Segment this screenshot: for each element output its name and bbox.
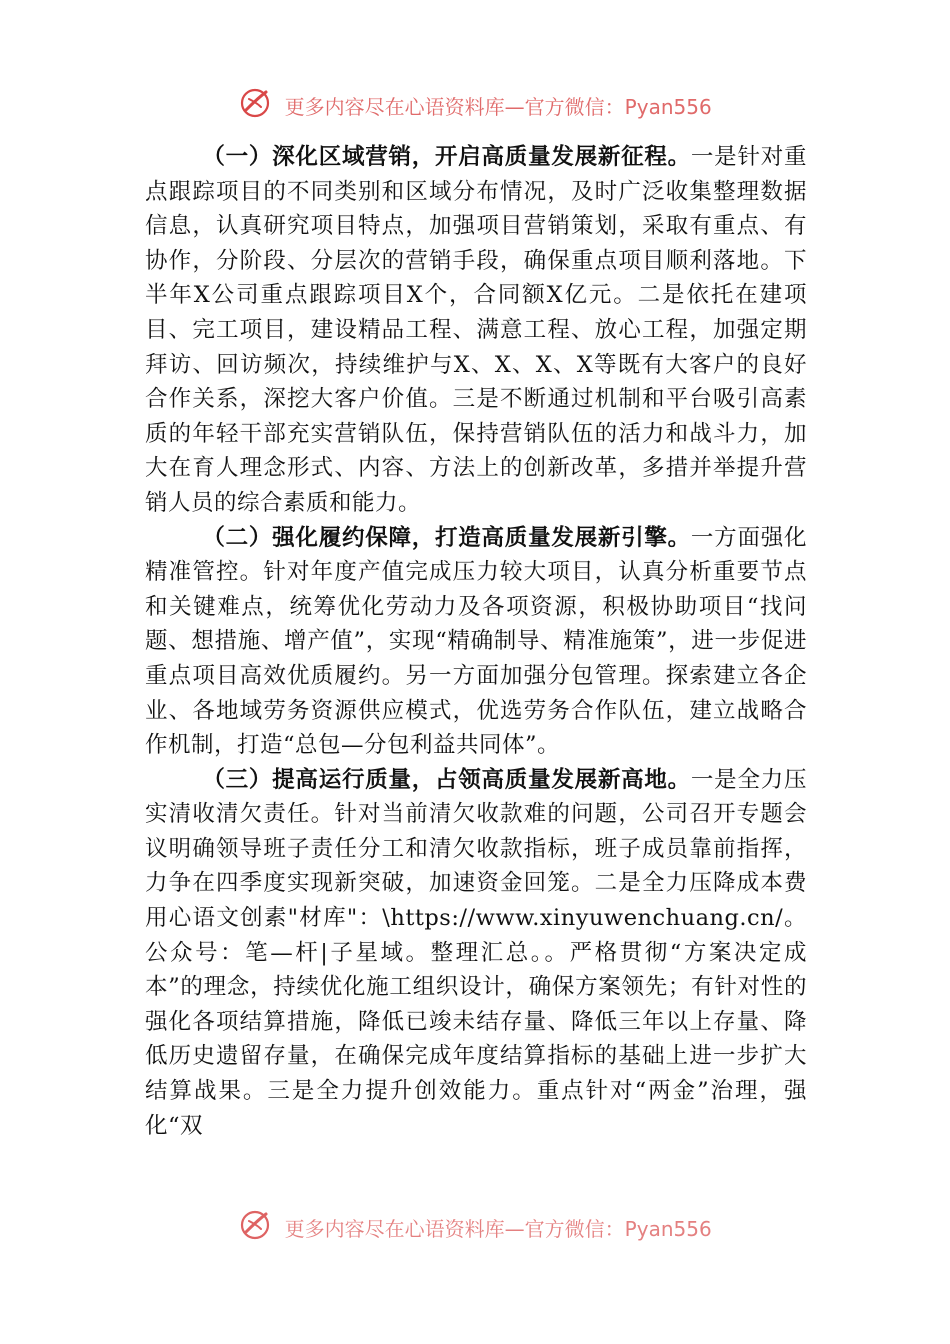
paragraph-3 [145, 763, 807, 1144]
section-heading-3: （三）提高运行质量，占领高质量发展新高地。 [202, 766, 691, 793]
section-heading-1: （一）深化区域营销，开启高质量发展新征程。 [202, 144, 691, 170]
paragraph-body-1: 一是针对重点跟踪项目的不同类别和区域分布情况，及时广泛收集整理数据信息，认真研究项目特点，加强项目营销策划，采取有重点、有协作，分阶段、分层次的营销手段，确保重点项目顺利落地。下半年X公司重点跟踪项目X个，合同额X亿元。二是依托在建项目、完工项目，建设精品工程、满意工程、放心工程，加强定期拜访、回访频次，持续维护与X、X、X、X等既有大客户的良好合作关系，深挖大客户价值。三是不断通过机制和平台吸引高素质的年轻干部充实营销队伍，保持营销队伍的活力和战斗力，加大在育人理念形式、内容、方法上的创新改革，多措并举提升营销人员的综合素质和能力。 [145, 144, 807, 516]
paragraph-body-2: 一方面强化精准管控。针对年度产值完成压力较大项目，认真分析重要节点和关键难点，统筹优化劳动力及各项资源，积极协助项目“找问题、想措施、增产值”，实现“精确制导、精准施策”，进一步促进重点项目高效优质履约。另一方面加强分包管理。探索建立各企业、各地域劳务资源供应模式，优选劳务合作队伍，建立战略合作机制，打造“总包—分包利益共同体”。 [145, 524, 807, 759]
footer-watermark [0, 1208, 950, 1247]
header-watermark [0, 86, 950, 125]
paragraph-2 [145, 521, 807, 763]
watermark-text: 更多内容尽在心语资料库—官方微信：Pyan556 [284, 1217, 712, 1241]
paragraph-1 [145, 140, 807, 521]
brush-logo-icon [238, 86, 272, 125]
paragraph-body-3: 一是全力压实清收清欠责任。针对当前清欠收款难的问题，公司召开专题会议明确领导班子责任分工和清欠收款指标，班子成员靠前指挥，力争在四季度实现新突破，加速资金回笼。二是全力压降成本费用心语文创素"材库"：\https://www.xinyuwenchuang.cn/。公众号：笔—杆|子星域。整理汇总。。严格贯彻“方案决定成本”的理念，持续优化施工组织设计，确保方案领先；有针对性的强化各项结算措施，降低已竣未结存量、降低三年以上存量、降低历史遗留存量，在确保完成年度结算指标的基础上进一步扩大结算战果。三是全力提升创效能力。重点针对“两金”治理，强化“双 [145, 766, 807, 1139]
section-heading-2: （二）强化履约保障，打造高质量发展新引擎。 [202, 524, 691, 551]
watermark-text: 更多内容尽在心语资料库—官方微信：Pyan556 [284, 95, 712, 119]
document-body [145, 140, 807, 1143]
brush-logo-icon [238, 1208, 272, 1247]
